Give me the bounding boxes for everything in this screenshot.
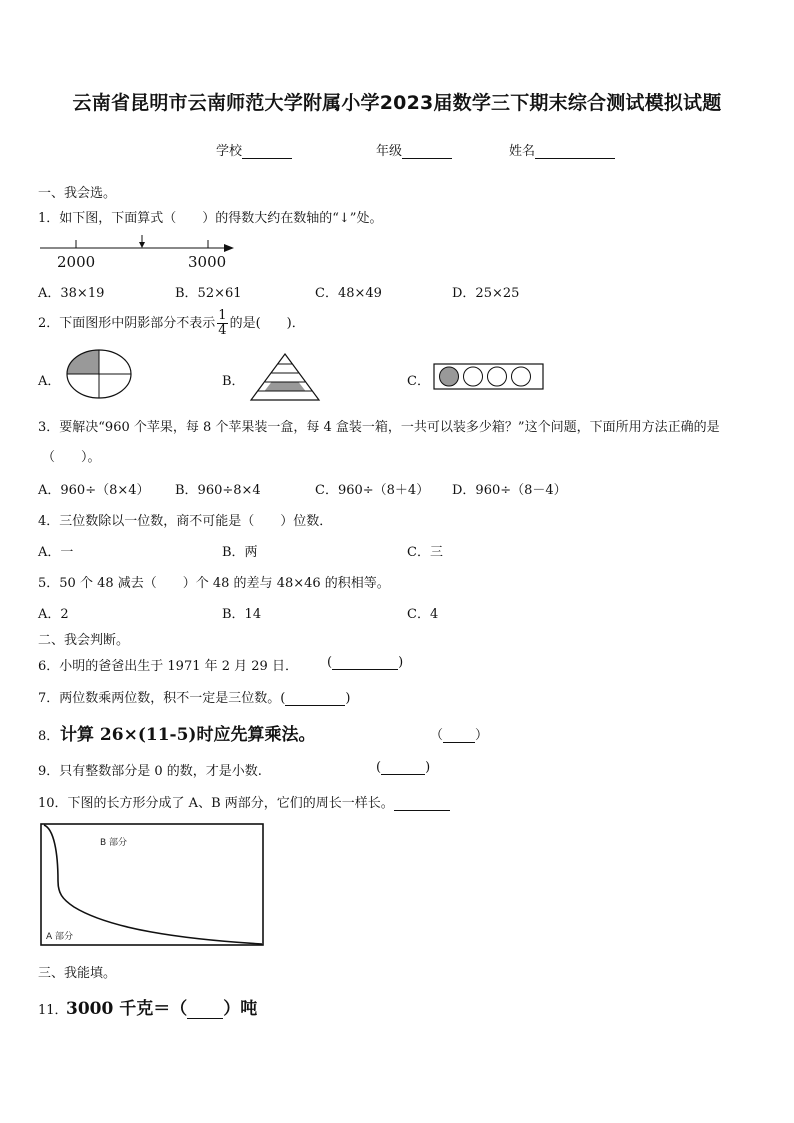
- q3-option-b[interactable]: B．960÷8×4: [175, 483, 261, 498]
- q6-paren-right: ): [398, 655, 404, 670]
- q4-option-b[interactable]: B．两: [222, 545, 258, 560]
- q1-axis-label-right: 3000: [188, 253, 227, 271]
- q9-paren-right: ): [425, 760, 431, 775]
- q3-text-line2: （ ）。: [42, 450, 101, 465]
- q10-rectangle-figure: [40, 823, 266, 948]
- q11-text-before: 3000 千克＝（: [66, 999, 188, 1019]
- q1-text: 1．如下图，下面算式（ ）的得数大约在数轴的“↓”处。: [38, 211, 383, 226]
- q10-text: 10．下图的长方形分成了 A、B 两部分，它们的周长一样长。: [38, 796, 394, 811]
- q11-answer-blank[interactable]: [187, 1002, 223, 1019]
- q11-number: 11．: [38, 1003, 68, 1018]
- q3-text-line1: 3．要解决“960 个苹果，每 8 个苹果装一盒，每 4 盒装一箱，一共可以装多少箱？”这个问题，下面所用方法正确的是: [38, 420, 720, 435]
- grade-label: 年级: [376, 144, 403, 159]
- q7-question: [38, 687, 350, 706]
- q9-text: 9．只有整数部分是 0 的数，才是小数.: [38, 764, 262, 779]
- q8-paren-left: （: [430, 728, 444, 743]
- q2-frac-num: 1: [218, 308, 227, 323]
- q1-option-c[interactable]: C．48×49: [315, 286, 382, 301]
- section3-heading: 三、我能填。: [38, 966, 117, 981]
- q5-text: 5．50 个 48 减去（ ）个 48 的差与 48×46 的积相等。: [38, 576, 390, 591]
- q8-answer[interactable]: [430, 724, 488, 743]
- q2-circles-figure: [433, 363, 545, 391]
- q9-answer-blank[interactable]: [381, 761, 425, 775]
- q1-option-a[interactable]: A．38×19: [38, 286, 105, 301]
- q4-option-c[interactable]: C．三: [407, 545, 443, 560]
- q10-answer-blank[interactable]: [394, 797, 450, 811]
- section1-heading: 一、我会选。: [38, 186, 117, 201]
- q10-label-a: A 部分: [46, 932, 74, 942]
- q3-option-a[interactable]: A．960÷（8×4）: [38, 483, 150, 498]
- q7-paren-right: ): [345, 691, 351, 706]
- q2-text-after: 的是( )．: [229, 316, 305, 331]
- q2-option-b[interactable]: B．: [222, 374, 245, 389]
- q8-text: 计算 26×(11-5)时应先算乘法。: [60, 725, 316, 745]
- grade-blank[interactable]: [402, 145, 452, 159]
- q10-question: [38, 792, 450, 811]
- q6-answer-blank[interactable]: [332, 656, 398, 670]
- page-title: 云南省昆明市云南师范大学附属小学2023届数学三下期末综合测试模拟试题: [72, 92, 722, 114]
- q6-paren-left: (: [327, 655, 333, 670]
- q1-axis-label-left: 2000: [57, 253, 96, 271]
- q6-text: 6．小明的爸爸出生于 1971 年 2 月 29 日．: [38, 659, 298, 674]
- q5-option-a[interactable]: A．2: [38, 607, 69, 622]
- q5-option-c[interactable]: C．4: [407, 607, 439, 622]
- q11-text-after: ）吨: [223, 999, 258, 1019]
- q2-triangle-figure: [249, 352, 321, 402]
- school-field: [216, 140, 292, 159]
- q2-question: [38, 309, 305, 338]
- q1-option-b[interactable]: B．52×61: [175, 286, 242, 301]
- q8-paren-right: ）: [475, 728, 489, 743]
- q2-text-before: 2．下面图形中阴影部分不表示: [38, 316, 216, 331]
- q5-option-b[interactable]: B．14: [222, 607, 262, 622]
- q11-question: [66, 994, 257, 1019]
- q2-option-a[interactable]: A．: [38, 374, 61, 389]
- school-blank[interactable]: [242, 145, 292, 159]
- name-blank[interactable]: [535, 145, 615, 159]
- q2-option-c[interactable]: C．: [407, 374, 430, 389]
- name-field: [509, 140, 615, 159]
- school-label: 学校: [216, 144, 243, 159]
- q4-option-a[interactable]: A．一: [38, 545, 74, 560]
- q2-fraction: [217, 309, 227, 338]
- q9-answer[interactable]: [376, 760, 430, 775]
- q3-option-d[interactable]: D．960÷（8－4）: [452, 483, 567, 498]
- q2-frac-den: 4: [218, 323, 227, 338]
- q8-number: 8．: [38, 729, 60, 744]
- q1-option-d[interactable]: D．25×25: [452, 286, 520, 301]
- q2-circle-figure: [63, 348, 135, 400]
- section2-heading: 二、我会判断。: [38, 633, 130, 648]
- q6-answer[interactable]: [327, 655, 403, 670]
- q9-paren-left: (: [376, 760, 382, 775]
- q8-answer-blank[interactable]: [443, 729, 475, 743]
- q4-text: 4．三位数除以一位数，商不可能是（ ）位数．: [38, 514, 333, 529]
- name-label: 姓名: [509, 144, 536, 159]
- q10-label-b: B 部分: [100, 838, 128, 848]
- q7-text: 7．两位数乘两位数，积不一定是三位数。(: [38, 691, 286, 706]
- grade-field: [376, 140, 452, 159]
- q7-answer-blank[interactable]: [285, 692, 345, 706]
- q3-option-c[interactable]: C．960÷（8＋4）: [315, 483, 430, 498]
